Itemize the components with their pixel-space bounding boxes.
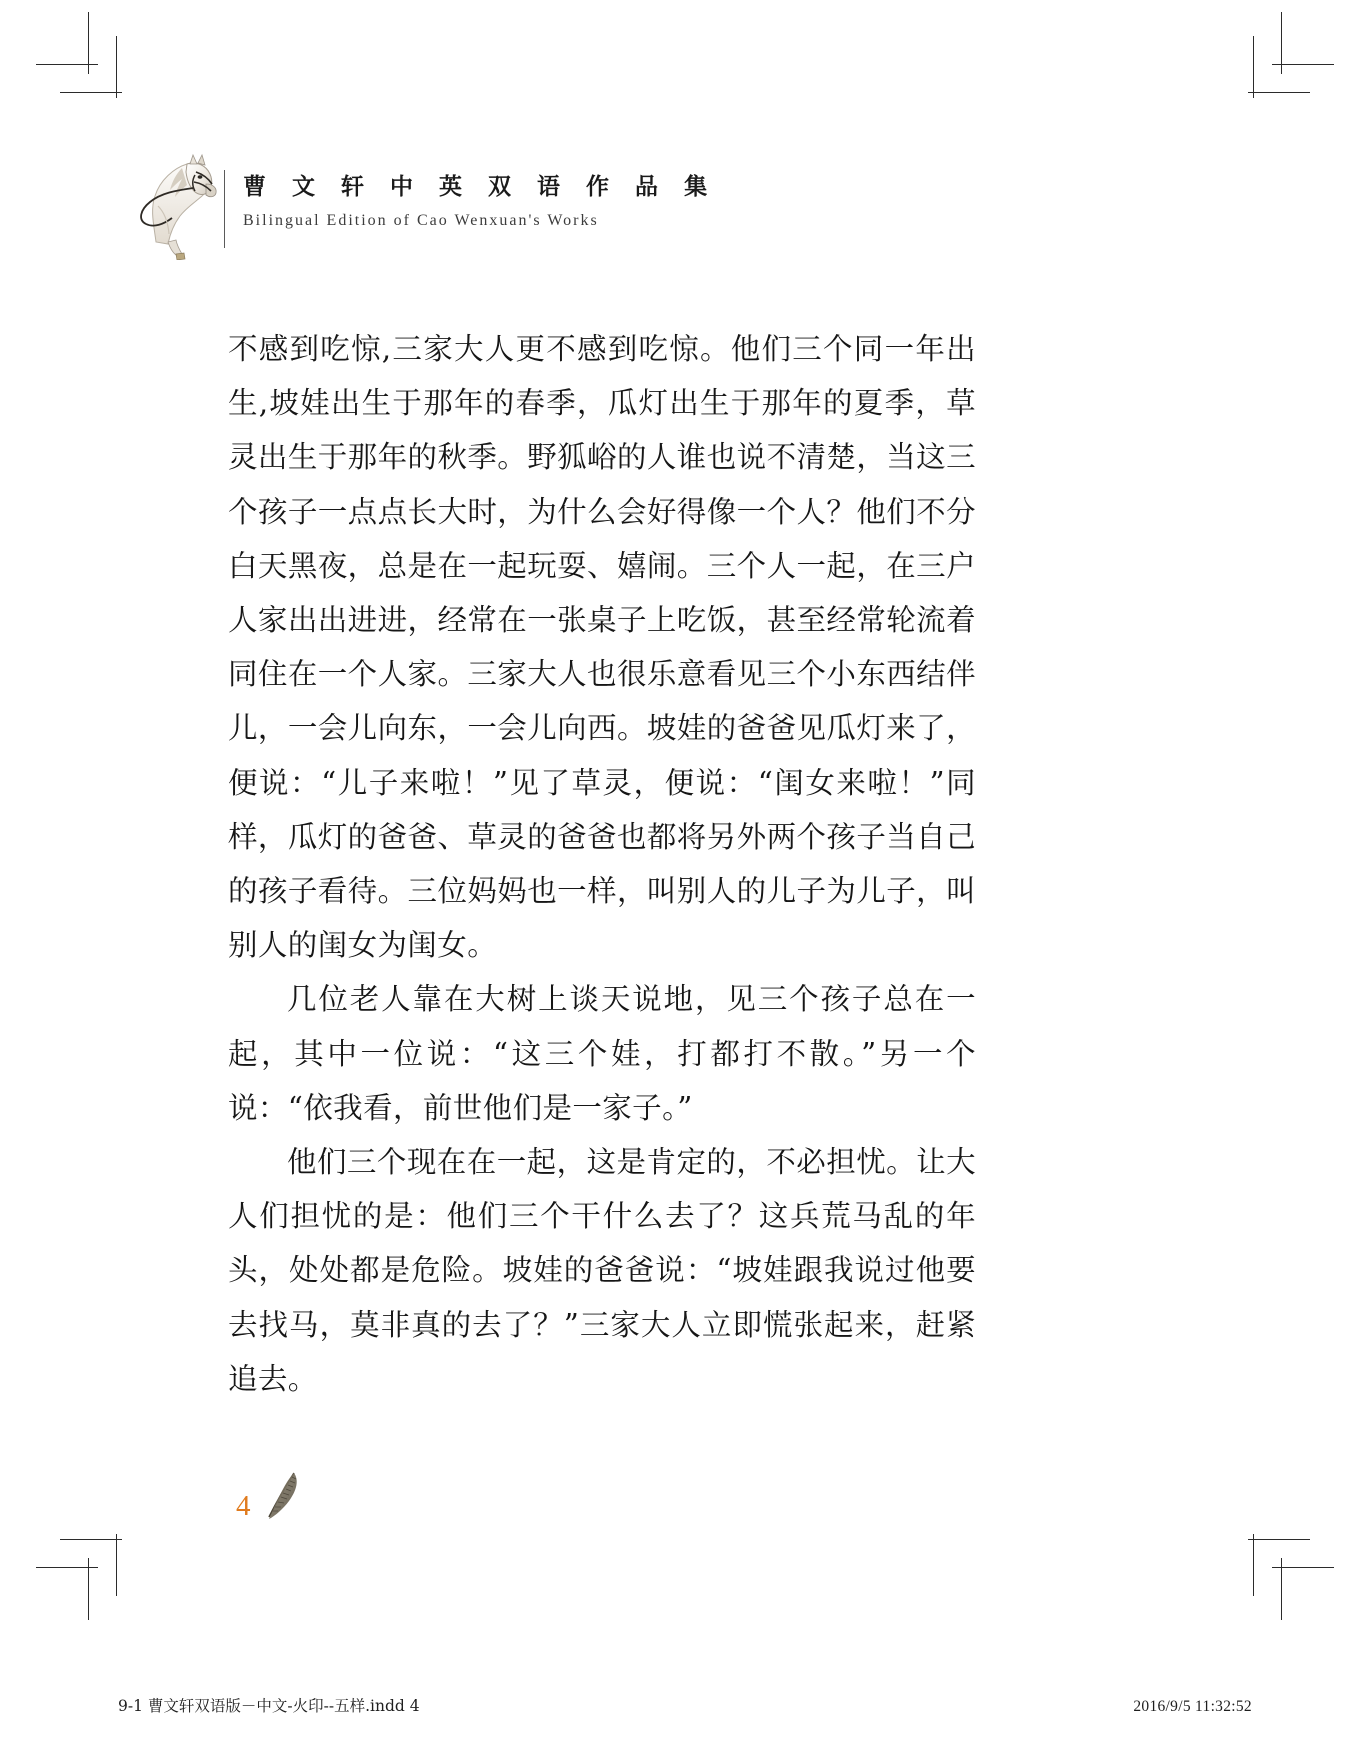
series-header — [124, 148, 716, 260]
paragraph: 不感到吃惊,三家大人更不感到吃惊。他们三个同一年出生,坡娃出生于那年的春季，瓜灯出生于那年的夏季，草灵出生于那年的秋季。野狐峪的人谁也说不清楚，当这三个孩子一点点长大时，为什么会好得像一个人？他们不分白天黑夜，总是在一起玩耍、嬉闹。三个人一起，在三户人家出出进进，经常在一张桌子上吃饭，甚至经常轮流着同住在一个人家。三家大人也很乐意看见三个小东西结伴儿，一会儿向东，一会儿向西。坡娃的爸爸见瓜灯来了，便说：“儿子来啦！”见了草灵，便说：“闺女来啦！”同样，瓜灯的爸爸、草灵的爸爸也都将另外两个孩子当自己的孩子看待。三位妈妈也一样，叫别人的儿子为儿子，叫别人的闺女为闺女。 — [228, 332, 976, 963]
footer — [118, 1694, 1252, 1716]
feather-icon — [261, 1470, 305, 1527]
white-horse-illustration-icon — [124, 150, 220, 260]
header-divider — [224, 170, 225, 248]
footer-file-slug: 9-1 曹文轩双语版－中文-火印--五样.indd 4 — [118, 1697, 420, 1715]
footer-timestamp: 2016/9/5 11:32:52 — [1133, 1698, 1252, 1715]
folio — [236, 1470, 305, 1521]
series-title-cn: 曹 文 轩 中 英 双 语 作 品 集 — [243, 173, 717, 200]
paragraph: 几位老人靠在大树上谈天说地，见三个孩子总在一起，其中一位说：“这三个娃，打都打不散。”另一个说：“依我看，前世他们是一家子。” — [228, 982, 976, 1125]
page-number: 4 — [236, 1490, 251, 1522]
series-title-en: Bilingual Edition of Cao Wenxuan's Works — [243, 212, 599, 230]
paragraph: 他们三个现在在一起，这是肯定的，不必担忧。让大人们担忧的是：他们三个干什么去了？这兵荒马乱的年头，处处都是危险。坡娃的爸爸说：“坡娃跟我说过他要去找马，莫非真的去了？”三家大人立即慌张起来，赶紧追去。 — [228, 1145, 976, 1396]
body-text-block — [228, 322, 976, 1406]
